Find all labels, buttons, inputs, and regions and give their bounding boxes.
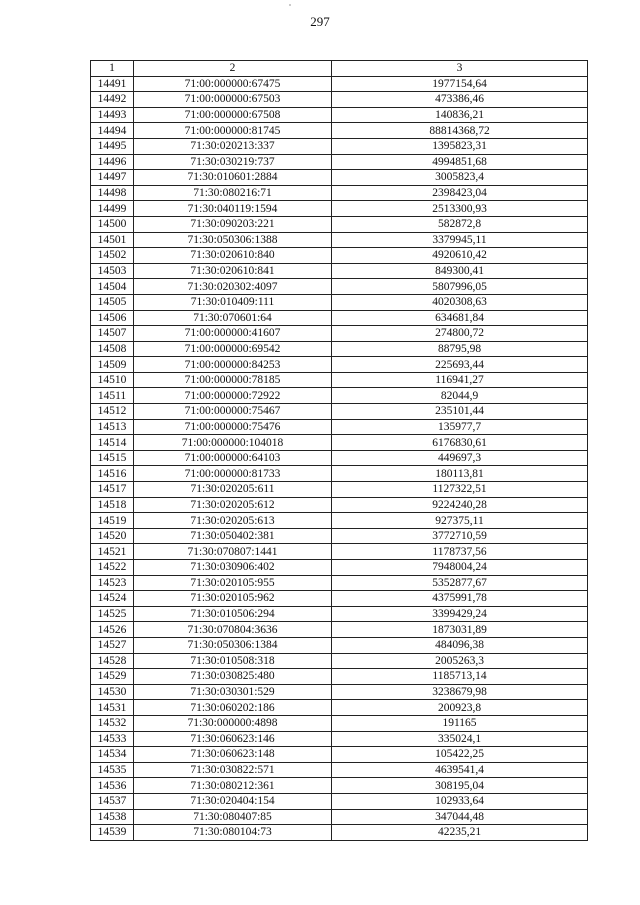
row-number-cell: 14498	[91, 185, 134, 201]
cadastral-number-cell: 71:30:030301:529	[134, 684, 332, 700]
cadastral-number-cell: 71:30:030906:402	[134, 560, 332, 576]
table-row	[91, 435, 588, 451]
cadastral-number-cell: 71:00:000000:81745	[134, 123, 332, 139]
value-cell: 7948004,24	[332, 560, 588, 576]
cadastral-number-cell: 71:00:000000:41607	[134, 326, 332, 342]
value-cell: 88795,98	[332, 341, 588, 357]
table-row	[91, 357, 588, 373]
row-number-cell: 14516	[91, 466, 134, 482]
value-cell: 180113,81	[332, 466, 588, 482]
cadastral-number-cell: 71:30:020610:840	[134, 248, 332, 264]
cadastral-number-cell: 71:30:060623:148	[134, 747, 332, 763]
value-cell: 235101,44	[332, 404, 588, 420]
cadastral-number-cell: 71:00:000000:72922	[134, 388, 332, 404]
value-cell: 2513300,93	[332, 201, 588, 217]
cadastral-number-cell: 71:30:030219:737	[134, 154, 332, 170]
value-cell: 6176830,61	[332, 435, 588, 451]
row-number-cell: 14537	[91, 793, 134, 809]
value-cell: 200923,8	[332, 700, 588, 716]
value-cell: 4020308,63	[332, 294, 588, 310]
value-cell: 1185713,14	[332, 669, 588, 685]
cadastral-number-cell: 71:00:000000:75476	[134, 419, 332, 435]
table-row	[91, 201, 588, 217]
value-cell: 634681,84	[332, 310, 588, 326]
table-row	[91, 123, 588, 139]
table-row	[91, 762, 588, 778]
table-row	[91, 294, 588, 310]
table-row	[91, 450, 588, 466]
table-row	[91, 216, 588, 232]
row-number-cell: 14518	[91, 497, 134, 513]
value-cell: 1395823,31	[332, 138, 588, 154]
value-cell: 347044,48	[332, 809, 588, 825]
table-row	[91, 170, 588, 186]
row-number-cell: 14528	[91, 653, 134, 669]
row-number-cell: 14532	[91, 715, 134, 731]
value-cell: 5807996,05	[332, 279, 588, 295]
cadastral-number-cell: 71:30:020610:841	[134, 263, 332, 279]
row-number-cell: 14509	[91, 357, 134, 373]
cadastral-number-cell: 71:00:000000:81733	[134, 466, 332, 482]
value-cell: 849300,41	[332, 263, 588, 279]
value-cell: 105422,25	[332, 747, 588, 763]
value-cell: 582872,8	[332, 216, 588, 232]
row-number-cell: 14492	[91, 92, 134, 108]
table-row	[91, 778, 588, 794]
row-number-cell: 14531	[91, 700, 134, 716]
cadastral-number-cell: 71:00:000000:64103	[134, 450, 332, 466]
row-number-cell: 14524	[91, 591, 134, 607]
row-number-cell: 14529	[91, 669, 134, 685]
cadastral-number-cell: 71:30:070804:3636	[134, 622, 332, 638]
cadastral-number-cell: 71:30:010409:111	[134, 294, 332, 310]
cadastral-number-cell: 71:30:010506:294	[134, 606, 332, 622]
cadastral-number-cell: 71:30:020205:612	[134, 497, 332, 513]
value-cell: 191165	[332, 715, 588, 731]
table-row	[91, 279, 588, 295]
row-number-cell: 14539	[91, 825, 134, 841]
table-row	[91, 575, 588, 591]
table-row	[91, 326, 588, 342]
row-number-cell: 14507	[91, 326, 134, 342]
row-number-cell: 14515	[91, 450, 134, 466]
cadastral-number-cell: 71:30:020105:955	[134, 575, 332, 591]
table-body	[91, 76, 588, 840]
value-cell: 4920610,42	[332, 248, 588, 264]
cadastral-number-cell: 71:30:050306:1388	[134, 232, 332, 248]
row-number-cell: 14520	[91, 528, 134, 544]
value-cell: 927375,11	[332, 513, 588, 529]
row-number-cell: 14538	[91, 809, 134, 825]
table-row	[91, 466, 588, 482]
cadastral-number-cell: 71:30:080212:361	[134, 778, 332, 794]
value-cell: 335024,1	[332, 731, 588, 747]
table-row	[91, 793, 588, 809]
table-row	[91, 700, 588, 716]
row-number-cell: 14501	[91, 232, 134, 248]
table-row	[91, 419, 588, 435]
row-number-cell: 14530	[91, 684, 134, 700]
row-number-cell: 14491	[91, 76, 134, 92]
cadastral-number-cell: 71:30:000000:4898	[134, 715, 332, 731]
row-number-cell: 14514	[91, 435, 134, 451]
cadastral-number-cell: 71:30:080407:85	[134, 809, 332, 825]
table-row	[91, 388, 588, 404]
row-number-cell: 14536	[91, 778, 134, 794]
value-cell: 5352877,67	[332, 575, 588, 591]
table-row	[91, 528, 588, 544]
table-row	[91, 341, 588, 357]
cadastral-number-cell: 71:30:020105:962	[134, 591, 332, 607]
value-cell: 308195,04	[332, 778, 588, 794]
value-cell: 1977154,64	[332, 76, 588, 92]
value-cell: 102933,64	[332, 793, 588, 809]
table-row	[91, 482, 588, 498]
row-number-cell: 14508	[91, 341, 134, 357]
row-number-cell: 14523	[91, 575, 134, 591]
row-number-cell: 14495	[91, 138, 134, 154]
row-number-cell: 14504	[91, 279, 134, 295]
row-number-cell: 14505	[91, 294, 134, 310]
value-cell: 274800,72	[332, 326, 588, 342]
value-cell: 484096,38	[332, 637, 588, 653]
value-cell: 3005823,4	[332, 170, 588, 186]
page-number: 297	[310, 14, 330, 29]
table-row	[91, 825, 588, 841]
row-number-cell: 14500	[91, 216, 134, 232]
cadastral-number-cell: 71:30:010508:318	[134, 653, 332, 669]
table-row	[91, 637, 588, 653]
table-row	[91, 513, 588, 529]
table-row	[91, 232, 588, 248]
row-number-cell: 14527	[91, 637, 134, 653]
row-number-cell: 14497	[91, 170, 134, 186]
value-cell: 42235,21	[332, 825, 588, 841]
row-number-cell: 14499	[91, 201, 134, 217]
cadastral-number-cell: 71:00:000000:67508	[134, 107, 332, 123]
table-row	[91, 731, 588, 747]
table-row	[91, 76, 588, 92]
table-row	[91, 404, 588, 420]
cadastral-number-cell: 71:00:000000:78185	[134, 372, 332, 388]
value-cell: 9224240,28	[332, 497, 588, 513]
table-row	[91, 544, 588, 560]
cadastral-number-cell: 71:30:030825:480	[134, 669, 332, 685]
value-cell: 4994851,68	[332, 154, 588, 170]
column-header: 2	[134, 61, 332, 77]
row-number-cell: 14525	[91, 606, 134, 622]
value-cell: 2398423,04	[332, 185, 588, 201]
value-cell: 3399429,24	[332, 606, 588, 622]
value-cell: 473386,46	[332, 92, 588, 108]
table-row	[91, 248, 588, 264]
value-cell: 1178737,56	[332, 544, 588, 560]
row-number-cell: 14493	[91, 107, 134, 123]
value-cell: 4639541,4	[332, 762, 588, 778]
row-number-cell: 14534	[91, 747, 134, 763]
row-number-cell: 14506	[91, 310, 134, 326]
row-number-cell: 14510	[91, 372, 134, 388]
value-cell: 3379945,11	[332, 232, 588, 248]
table-row	[91, 560, 588, 576]
table-row	[91, 747, 588, 763]
table-row	[91, 606, 588, 622]
row-number-cell: 14517	[91, 482, 134, 498]
value-cell: 225693,44	[332, 357, 588, 373]
row-number-cell: 14535	[91, 762, 134, 778]
cadastral-number-cell: 71:30:040119:1594	[134, 201, 332, 217]
row-number-cell: 14494	[91, 123, 134, 139]
table-row	[91, 154, 588, 170]
value-cell: 140836,21	[332, 107, 588, 123]
table-row	[91, 138, 588, 154]
table-row	[91, 591, 588, 607]
value-cell: 82044,9	[332, 388, 588, 404]
value-cell: 3238679,98	[332, 684, 588, 700]
row-number-cell: 14526	[91, 622, 134, 638]
table-row	[91, 372, 588, 388]
cadastral-number-cell: 71:30:010601:2884	[134, 170, 332, 186]
row-number-cell: 14511	[91, 388, 134, 404]
row-number-cell: 14521	[91, 544, 134, 560]
cadastral-number-cell: 71:30:020302:4097	[134, 279, 332, 295]
table-row	[91, 263, 588, 279]
row-number-cell: 14503	[91, 263, 134, 279]
value-cell: 4375991,78	[332, 591, 588, 607]
table-row	[91, 684, 588, 700]
value-cell: 3772710,59	[332, 528, 588, 544]
value-cell: 1873031,89	[332, 622, 588, 638]
row-number-cell: 14522	[91, 560, 134, 576]
cadastral-number-cell: 71:30:080216:71	[134, 185, 332, 201]
value-cell: 135977,7	[332, 419, 588, 435]
header-row	[91, 61, 588, 77]
table-row	[91, 497, 588, 513]
cadastral-number-cell: 71:30:020205:611	[134, 482, 332, 498]
row-number-cell: 14496	[91, 154, 134, 170]
row-number-cell: 14512	[91, 404, 134, 420]
table-row	[91, 669, 588, 685]
value-cell: 88814368,72	[332, 123, 588, 139]
cadastral-number-cell: 71:30:020205:613	[134, 513, 332, 529]
table-row	[91, 185, 588, 201]
cadastral-number-cell: 71:30:060623:146	[134, 731, 332, 747]
table-row	[91, 92, 588, 108]
cadastral-number-cell: 71:30:050402:381	[134, 528, 332, 544]
cadastral-number-cell: 71:30:050306:1384	[134, 637, 332, 653]
table-row	[91, 107, 588, 123]
scan-speck	[289, 4, 291, 6]
table-row	[91, 622, 588, 638]
table-row	[91, 715, 588, 731]
column-header: 3	[332, 61, 588, 77]
table-row	[91, 310, 588, 326]
cadastral-number-cell: 71:30:070807:1441	[134, 544, 332, 560]
cadastral-number-cell: 71:00:000000:69542	[134, 341, 332, 357]
row-number-cell: 14519	[91, 513, 134, 529]
row-number-cell: 14502	[91, 248, 134, 264]
row-number-cell: 14513	[91, 419, 134, 435]
value-cell: 2005263,3	[332, 653, 588, 669]
cadastral-number-cell: 71:00:000000:67475	[134, 76, 332, 92]
cadastral-number-cell: 71:30:090203:221	[134, 216, 332, 232]
table-row	[91, 653, 588, 669]
cadastral-number-cell: 71:30:080104:73	[134, 825, 332, 841]
cadastral-number-cell: 71:30:070601:64	[134, 310, 332, 326]
column-header: 1	[91, 61, 134, 77]
table-row	[91, 809, 588, 825]
value-cell: 116941,27	[332, 372, 588, 388]
cadastral-number-cell: 71:30:020404:154	[134, 793, 332, 809]
cadastral-number-cell: 71:30:060202:186	[134, 700, 332, 716]
cadastral-number-cell: 71:00:000000:104018	[134, 435, 332, 451]
cadastral-number-cell: 71:30:030822:571	[134, 762, 332, 778]
cadastral-number-cell: 71:30:020213:337	[134, 138, 332, 154]
value-cell: 449697,3	[332, 450, 588, 466]
value-cell: 1127322,51	[332, 482, 588, 498]
data-table	[90, 60, 588, 841]
row-number-cell: 14533	[91, 731, 134, 747]
cadastral-number-cell: 71:00:000000:75467	[134, 404, 332, 420]
cadastral-number-cell: 71:00:000000:67503	[134, 92, 332, 108]
cadastral-number-cell: 71:00:000000:84253	[134, 357, 332, 373]
